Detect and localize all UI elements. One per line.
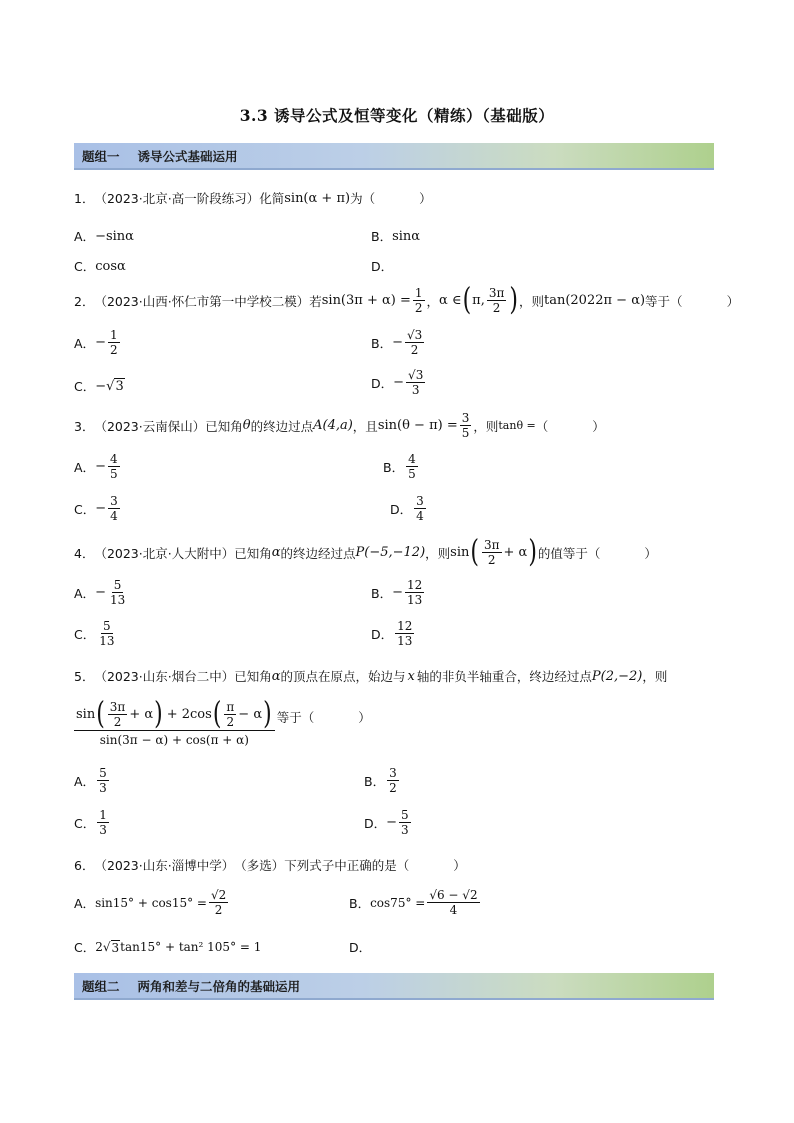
fraction [108,452,120,481]
numerator: 12 [397,619,413,633]
option-key: C． [74,501,96,517]
question-stem: ，则 [642,669,668,684]
math-expression: sin(3π + α) = [321,293,411,308]
fraction [108,328,120,357]
denominator: 2 [226,715,235,729]
paren-left: ( [470,534,479,570]
option-c [74,377,125,395]
fraction [387,766,399,795]
sign: − [95,459,106,474]
numerator: 3π [488,286,505,300]
fraction [405,328,424,357]
option-key: C． [74,626,96,642]
numerator: 3 [416,494,424,508]
paren-right: ) [154,696,163,732]
numerator: 3 [389,766,397,780]
denominator: 2 [113,715,122,729]
denominator: 4 [449,903,458,917]
numerator: 3 [461,411,470,425]
option-key: A． [74,895,96,911]
question-stem: 已知角 [234,669,272,684]
question-stem: 的终边过点 [250,418,314,434]
denominator: 2 [414,301,423,315]
section-title: 诱导公式基础运用 [137,149,238,164]
section-label: 题组一 [82,149,120,164]
option-b [383,452,420,481]
question-tail: （ [535,418,549,434]
section-banner-2 [74,973,714,1000]
numerator: 4 [408,452,416,466]
question-stem: 已知角 [205,418,243,434]
option-key: A． [74,459,96,475]
option-b [364,766,401,795]
option-value: −sinα [95,228,134,244]
math-symbol: θ [242,418,251,433]
option-b [371,578,426,607]
fraction [406,368,425,397]
question-source: （2023·云南保山） [94,418,206,434]
compound-fraction [74,696,371,747]
question-source: （2023·山西·怀仁市第一中学校二模） [94,293,310,309]
section-label: 题组二 [82,979,120,994]
question-stem: ，则 [473,418,499,434]
fraction [209,888,228,917]
option-c [74,257,126,275]
option-c [74,619,119,648]
question-stem: ，且 [352,418,378,434]
question-2 [74,282,740,318]
numerator: 5 [99,766,107,780]
denominator: 2 [487,553,496,567]
question-tail: 等于（ [276,709,315,725]
option-a [74,328,122,357]
question-source: （2023·北京·高一阶段练习） [94,191,260,206]
option-b [371,328,426,357]
question-number: 4． [74,545,95,561]
sqrt-icon: √ [106,378,115,394]
question-stem: 下列式子中正确的是（ [284,858,410,873]
fraction [460,411,472,440]
option-b [371,227,420,245]
option-key: B． [383,459,405,475]
math-expression: 2 [95,940,103,954]
option-key: B． [371,229,393,244]
math-expression: + α [503,545,528,560]
big-fraction [74,696,275,747]
question-close: ） [592,418,605,434]
denominator: 4 [110,509,118,523]
option-c [74,808,111,837]
question-number: 3． [74,418,95,434]
fraction [97,619,116,648]
question-stem: 已知角 [234,545,272,561]
option-key: A． [74,585,96,601]
denominator: 13 [99,634,115,648]
option-b [349,888,482,917]
math-point: P(−5,−12) [355,545,426,560]
fraction [108,494,120,523]
denominator: 3 [411,383,420,397]
math-expression: cos75° = [370,895,426,910]
math-expression: tan15° + tan² 105° = 1 [120,940,262,954]
math-expression: − α [238,707,263,722]
fraction [487,286,507,315]
question-close: ） [453,858,466,873]
option-key: B． [371,585,393,601]
option-a [74,888,230,917]
sign: − [95,501,107,516]
page-title: 3.3 诱导公式及恒等变化（精练）（基础版） [239,106,555,125]
question-stem: 的终边经过点 [280,545,356,561]
option-d [349,938,371,956]
question-source: （2023·山东·烟台二中） [94,669,235,684]
numerator: 4 [109,452,118,466]
numerator: 5 [113,578,122,592]
math-expression: sin [450,545,470,560]
sign: − [393,375,405,390]
question-close: ） [358,709,371,725]
fraction [108,700,128,729]
denominator: 2 [109,343,118,357]
option-d [371,619,416,648]
numerator: 3π [483,538,500,552]
fraction [427,888,479,917]
question-number: 6． [74,858,95,873]
question-tag: （多选） [234,858,285,873]
question-number: 5． [74,669,95,684]
sign: − [392,335,403,350]
numerator: 12 [406,578,423,592]
punct: ， [426,293,440,309]
question-number: 1． [74,191,95,206]
option-d [364,808,413,837]
question-stem: 化简 [259,191,285,206]
radicand: 3 [115,379,124,394]
sign: − [392,585,403,600]
denominator: 2 [410,343,419,357]
question-stem: 的顶点在原点，始边与 [280,669,406,684]
numerator [74,696,275,732]
sign: − [95,378,107,394]
fraction [97,808,109,837]
math-expression: sin [76,707,96,722]
numerator: 5 [401,808,409,822]
option-key: A． [74,773,96,789]
question-tail: 为（ [350,191,376,206]
paren-left: ( [212,696,222,732]
denominator: 2 [389,781,397,795]
math-expression: tan(2022π − α) [543,293,646,308]
denominator: 13 [109,593,126,607]
paren-right: ) [528,534,537,570]
option-key: C． [74,259,96,274]
fraction [406,452,418,481]
option-key: D． [371,259,394,274]
numerator: 1 [99,808,107,822]
option-key: C． [74,379,96,394]
question-3 [74,411,605,440]
sign: − [386,815,398,830]
paren-left: ( [96,696,105,732]
question-close: ） [644,545,657,561]
question-stem: ，则 [518,293,544,309]
question-5 [74,667,667,685]
denominator: sin(3π − α) + cos(π + α) [99,733,249,747]
option-key: B． [371,335,393,351]
option-key: D． [364,815,387,831]
question-tail: 等于（ [645,293,683,309]
option-a [74,766,111,795]
math-expression: π, [472,293,485,308]
option-key: A． [74,229,96,244]
option-d [371,368,427,397]
option-a [74,578,129,607]
fraction [414,494,426,523]
numerator: 1 [414,286,423,300]
paren-right: ) [509,282,518,318]
denominator: 13 [406,593,423,607]
numerator: √6 − √2 [429,888,478,902]
option-key: B． [349,895,371,911]
question-tail: 的值等于（ [537,545,601,561]
option-d [371,257,393,275]
section-title: 两角和差与二倍角的基础运用 [137,979,301,994]
denominator: 2 [492,301,501,315]
fraction [405,578,424,607]
fraction [108,578,127,607]
option-key: D． [349,940,372,955]
denominator: 3 [99,781,107,795]
math-expression: + 2cos [166,707,212,722]
option-key: D． [390,501,413,517]
option-key: C． [74,940,96,955]
numerator: √3 [406,328,423,342]
section-banner-1 [74,143,714,170]
paren-right: ) [263,696,272,732]
fraction [97,766,109,795]
math-expression: α ∈ [439,293,462,308]
math-symbol: α [271,668,281,684]
numerator: 1 [109,328,118,342]
question-source: （2023·北京·人大附中） [94,545,235,561]
option-c [74,494,122,523]
math-expression: tanθ = [498,419,536,432]
denominator: 5 [408,467,416,481]
denominator: 3 [99,823,107,837]
fraction [399,808,411,837]
math-point: A(4,a) [313,418,353,433]
question-source: （2023·山东·淄博中学） [94,858,235,873]
math-expression: + α [129,707,154,722]
denominator: 5 [109,467,118,481]
math-expression: sin(α + π) [284,190,351,206]
option-a [74,227,134,245]
math-symbol: x [407,668,415,684]
fraction [224,700,236,729]
numerator: 5 [103,619,111,633]
option-value: cosα [95,258,126,274]
option-d [390,494,428,523]
numerator: 3π [109,700,126,714]
denominator: 3 [401,823,409,837]
question-stem: 轴的非负半轴重合，终边经过点 [416,669,592,684]
numerator: √2 [210,888,227,902]
question-1 [74,189,432,207]
option-c [74,938,261,956]
option-key: C． [74,815,96,831]
denominator: 4 [416,509,424,523]
math-symbol: α [271,545,281,560]
option-value: sinα [392,228,421,244]
question-6 [74,856,466,874]
question-close: ） [419,191,432,206]
math-point: P(2,−2) [591,668,643,684]
denominator: 5 [461,426,470,440]
question-close: ） [726,293,740,309]
option-key: B． [364,773,386,789]
fraction [482,538,502,567]
numerator: √3 [408,368,424,382]
sign: − [95,335,106,350]
option-a [74,452,122,481]
question-number: 2． [74,293,95,309]
denominator: 2 [214,903,223,917]
math-expression: sin(θ − π) = [377,418,458,433]
option-key: D． [371,626,394,642]
fraction [395,619,414,648]
math-expression: sin15° + cos15° = [95,895,207,910]
numerator: 3 [110,494,118,508]
question-stem: 若 [309,293,322,309]
sign: − [95,585,106,600]
question-stem: ，则 [425,545,451,561]
option-key: A． [74,335,96,351]
denominator: 13 [397,634,413,648]
radicand: 3 [111,940,120,955]
fraction [413,286,425,315]
paren-left: ( [462,282,472,318]
numerator: π [226,700,235,714]
question-4 [74,534,657,570]
sqrt-icon: √ [102,940,111,954]
option-key: D． [371,375,394,391]
